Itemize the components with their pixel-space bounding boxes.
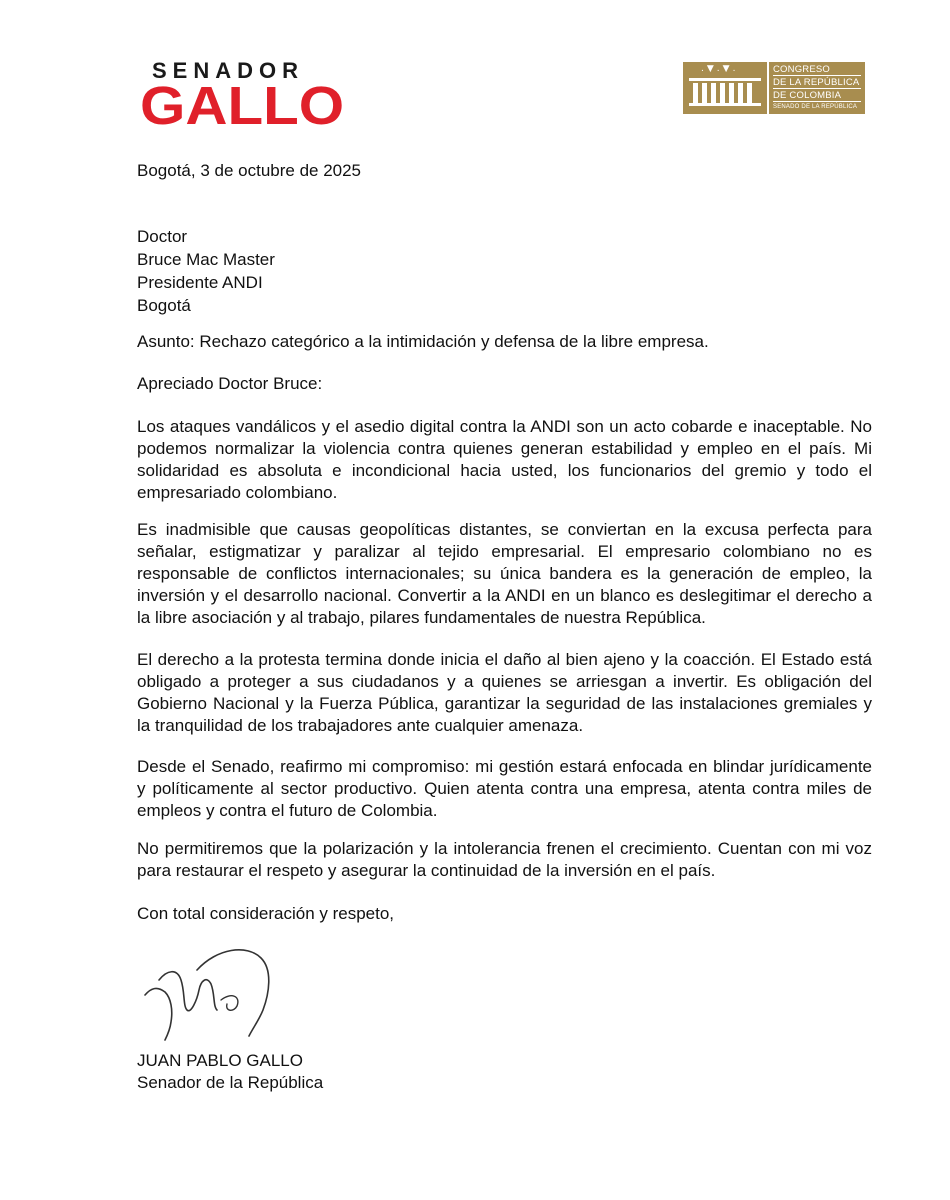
senador-gallo-logo (140, 58, 345, 136)
body-paragraph: No permitiremos que la polarización y la intolerancia frenen el crecimiento. Cuentan con mi voz para restaurar el respeto y asegurar la continuidad de la inversión en el país. (137, 839, 872, 880)
congreso-line-1: CONGRESO (773, 64, 861, 76)
letter-date: Bogotá, 3 de octubre de 2025 (137, 161, 362, 180)
body-paragraph: Los ataques vandálicos y el asedio digital contra la ANDI son un acto cobarde e inaceptable. No podemos normalizar la violencia contra quienes generan estabilidad y empleo en el país. Mi solidaridad es absoluta e incondicional hacia usted, los funcionarios del gremio y todo el empresariado colombiano. (137, 417, 872, 502)
recipient-block (137, 226, 872, 318)
congreso-line-3: DE COLOMBIA (773, 90, 861, 102)
handwritten-signature (137, 940, 282, 1045)
congreso-line-2: DE LA REPÚBLICA (773, 77, 860, 88)
signer-title: Senador de la República (137, 1073, 324, 1092)
capitol-columns-icon: .▼.▼. (683, 62, 767, 114)
recipient-line: Bruce Mac Master (137, 250, 275, 269)
letter-salutation: Apreciado Doctor Bruce: (137, 374, 323, 393)
recipient-line: Bogotá (137, 296, 191, 315)
recipient-line: Presidente ANDI (137, 273, 263, 292)
body-paragraph: El derecho a la protesta termina donde inicia el daño al bien ajeno y la coacción. El Estado está obligado a proteger a sus ciudadanos y a quienes se arriesgan a invertir. Es obligación del Gobierno Nacional y la Fuerza Pública, garantizar la seguridad de las instalaciones gremiales y la tranquilidad de los trabajadores ante cualquier amenaza. (137, 650, 872, 735)
recipient-line: Doctor (137, 227, 188, 246)
congreso-logo (683, 62, 865, 114)
body-paragraph: Es inadmisible que causas geopolíticas distantes, se conviertan en la excusa perfecta para señalar, estigmatizar y paralizar al tejido empresarial. El empresario colombiano no es responsable de conflictos internacionales; su única bandera es la generación de empleo, la inversión y el desarrollo nacional. Convertir a la ANDI en un blanco es deslegitimar el derecho a la libre asociación y al trabajo, pilares fundamentales de nuestra República. (137, 520, 872, 627)
logo-gallo-text: GALLO (140, 76, 345, 136)
congreso-wordmark (769, 62, 865, 114)
logo-senador-text: SENADOR (152, 58, 305, 83)
body-paragraph: Desde el Senado, reafirmo mi compromiso: mi gestión estará enfocada en blindar jurídicamente y políticamente al sector productivo. Quien atenta contra una empresa, atenta contra miles de empleos y contra el futuro de Colombia. (137, 757, 872, 820)
signer-name: JUAN PABLO GALLO (137, 1051, 303, 1070)
congreso-line-4: SENADO DE LA REPÚBLICA (773, 104, 858, 110)
letter-subject: Asunto: Rechazo categórico a la intimidación y defensa de la libre empresa. (137, 332, 709, 351)
letter-closing: Con total consideración y respeto, (137, 904, 395, 923)
